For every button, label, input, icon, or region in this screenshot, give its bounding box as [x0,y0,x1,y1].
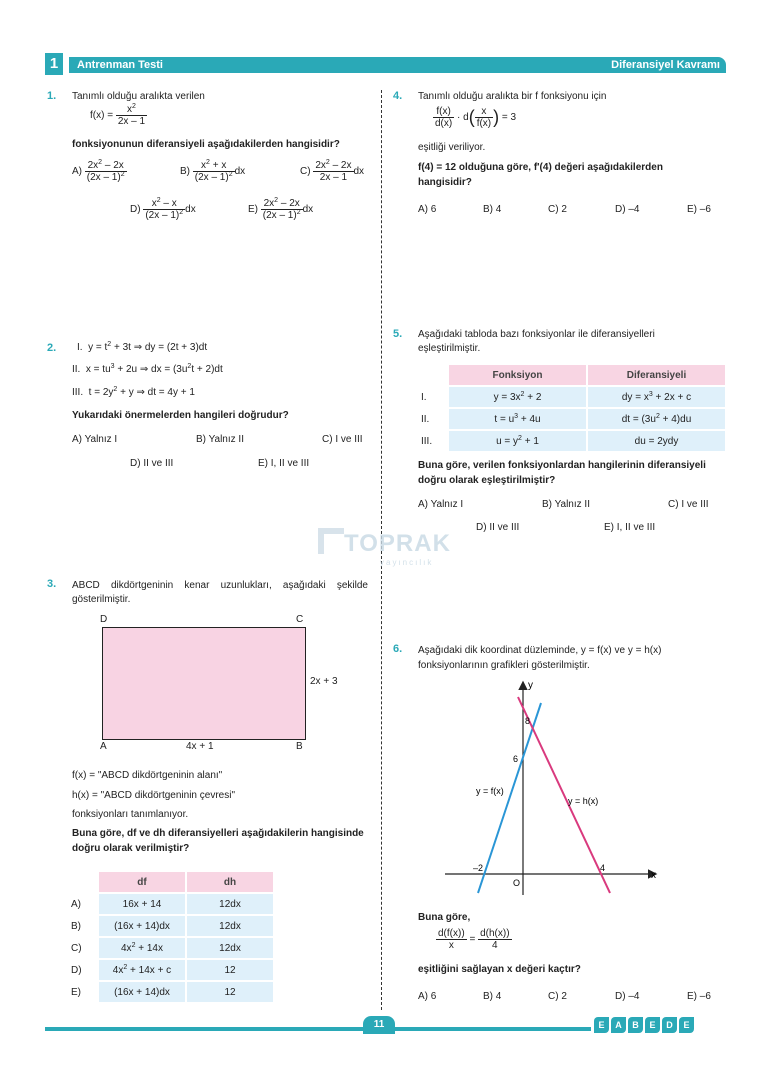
q3-side-length: 2x + 3 [310,676,338,687]
q3-option-c[interactable]: C) $4x^2 + 14x$ 12dx [70,938,273,958]
q4-option-a[interactable]: A) 6 [418,204,437,215]
footer-line-left [45,1027,363,1031]
header-topic: Diferansiyel Kavramı [611,59,720,71]
q4-option-e[interactable]: E) –6 [687,204,711,215]
answer-key-4: E [645,1017,660,1033]
q3-question: Buna göre, df ve dh diferansiyelleri aşağıdakilerin hangisinde doğru olarak verilmiştir? [72,828,364,854]
q1-option-a[interactable]: A) $\frac{2x^2 - 2x}{(2x - 1)^2}$ [72,159,125,183]
q6-lead: Buna göre, [418,912,471,923]
h-line [518,697,610,893]
footer-page-number: 11 [363,1016,395,1034]
q3-option-a[interactable]: A) 16x + 14 12dx [70,894,273,914]
x-axis-label: x [651,870,656,881]
q1-option-d[interactable]: D) $\frac{x^2 - x}{(2x - 1)^2}$ dx [130,197,196,221]
q3-h-definition: h(x) = "ABCD dikdörtgeninin çevresi" [72,790,235,801]
q1-option-e[interactable]: E) $\frac{2x^2 - 2x}{(2x - 1)^2}$ dx [248,197,314,221]
q6-option-a[interactable]: A) 6 [418,991,437,1002]
q5-row-3: III. $u = y^2 + 1$ du = 2ydy [420,431,725,451]
q5-option-c[interactable]: C) I ve III [668,499,709,510]
answer-key-3: B [628,1017,643,1033]
q2-statement-3: III. $t = 2y^2 + y$ ⇒ dt = 4y + 1 [72,386,195,398]
q3-col-dh: dh [187,872,273,892]
q2-statement-1: I. $y = t^2 + 3t$ ⇒ dy = (2t + 3)dt [77,341,208,353]
q6-equation: $\frac{d(f(x))}{x}$ = $\frac{d(h(x))}{4}$ [438,928,510,951]
header-bar [45,55,726,74]
q3-option-e[interactable]: E) (16x + 14)dx 12 [70,982,273,1002]
q5-row-2: II. $t = u^3 + 4u$ dt = $(3u^2 + 4)du$ [420,409,725,429]
origin-label: O [513,878,521,888]
h-label: y = h(x) [568,796,599,806]
q3-label-a: A [100,741,107,752]
q4-number: 4. [393,90,403,102]
q5-table [418,363,727,453]
q2-option-b[interactable]: B) Yalnız II [196,434,244,445]
tick-4-label: 4 [600,863,606,873]
q6-option-b[interactable]: B) 4 [483,991,502,1002]
q2-option-a[interactable]: A) Yalnız I [72,434,118,445]
tick-m2-label: –2 [473,863,484,873]
q5-col-differential: Diferansiyeli [588,365,725,385]
q3-label-c: C [296,614,304,625]
q2-option-e[interactable]: E) I, II ve III [258,458,310,469]
q6-graph [440,675,670,900]
q2-option-d[interactable]: D) II ve III [130,458,174,469]
q3-label-b: B [296,741,303,752]
q3-intro: ABCD dikdörtgeninin kenar uzunlukları, aşağıdaki şekilde gösterilmiştir. [72,580,368,605]
q6-tail: eşitliğini sağlayan x değeri kaçtır? [418,964,581,975]
q1-function: f(x) = $\frac{x^2}{2x - 1}$ [90,103,146,127]
answer-key-2: A [611,1017,626,1033]
q3-label-d: D [100,614,108,625]
answer-key-6: E [679,1017,694,1033]
q4-option-b[interactable]: B) 4 [483,204,502,215]
q5-option-d[interactable]: D) II ve III [476,522,520,533]
q1-number: 1. [47,90,57,102]
q3-defs: fonksiyonları tanımlanıyor. [72,809,189,820]
q5-row-1: I. $y = 3x^2 + 2$ dy = $x^3 + 2x + c$ [420,387,725,407]
q3-option-b[interactable]: B) (16x + 14)dx 12dx [70,916,273,936]
tick-8-label: 8 [525,716,531,726]
q5-question: Buna göre, verilen fonksiyonlardan hangilerinin diferansiyeli doğru olarak eşleştirilmiştir? [418,460,706,486]
q4-question: f(4) = 12 olduğuna göre, f'(4) değeri aşağıdakilerden hangisidir? [418,162,663,188]
header-title: Antrenman Testi [77,59,163,71]
q1-option-c[interactable]: C) $\frac{2x^2 - 2x}{2x - 1}$ dx [300,159,365,183]
q1-question: fonksiyonunun diferansiyeli aşağıdakilerden hangisidir? [72,139,340,150]
answer-key [592,1017,694,1033]
q3-base-length: 4x + 1 [186,741,214,752]
watermark-logo-icon [318,528,344,554]
answer-key-5: D [662,1017,677,1033]
q5-col-function: Fonksiyon [449,365,586,385]
q6-option-e[interactable]: E) –6 [687,991,711,1002]
q3-rectangle [102,627,306,740]
q6-option-d[interactable]: D) –4 [615,991,640,1002]
q4-intro: Tanımlı olduğu aralıkta bir f fonksiyonu için [418,91,607,102]
q6-number: 6. [393,643,403,655]
q3-f-definition: f(x) = "ABCD dikdörtgeninin alanı" [72,770,223,781]
watermark-sub: yayıncılık [380,558,434,567]
q4-equation: $\frac{f(x)}{d(x)}$ · d( $\frac{x}{f(x)}$ ) = 3 [435,106,517,129]
footer-line-right [395,1027,591,1031]
q2-statement-2: II. $x = tu^3 + 2u$ ⇒ dx = $(3u^2t + 2)dt$ [72,363,223,375]
q5-option-a[interactable]: A) Yalnız I [418,499,464,510]
watermark-brand: TOPRAK [344,530,451,557]
answer-key-1: E [594,1017,609,1033]
q4-option-c[interactable]: C) 2 [548,204,567,215]
q5-number: 5. [393,328,403,340]
y-axis-label: y [528,680,533,691]
q3-col-df: df [99,872,185,892]
q3-option-d[interactable]: D) $4x^2 + 14x + c$ 12 [70,960,273,980]
f-line [478,703,541,893]
q5-option-b[interactable]: B) Yalnız II [542,499,590,510]
q2-question: Yukarıdaki önermelerden hangileri doğrudur? [72,410,289,421]
q2-number: 2. [47,342,57,354]
q5-intro: Aşağıdaki tabloda bazı fonksiyonlar ile diferansiyelleri eşleştirilmiştir. [418,329,655,354]
test-number-badge: 1 [45,53,63,75]
q4-option-d[interactable]: D) –4 [615,204,640,215]
q1-option-b[interactable]: B) $\frac{x^2 + x}{(2x - 1)^2}$ dx [180,159,246,183]
q2-option-c[interactable]: C) I ve III [322,434,363,445]
q6-intro: Aşağıdaki dik koordinat düzleminde, y = f(x) ve y = h(x) fonksiyonlarının grafikleri gösterilmiştir. [418,645,662,671]
tick-6-label: 6 [513,754,519,764]
q6-option-c[interactable]: C) 2 [548,991,567,1002]
q3-options-table [68,870,275,1004]
q3-number: 3. [47,578,57,590]
q4-given: eşitliği veriliyor. [418,142,486,153]
q1-intro: Tanımlı olduğu aralıkta verilen [72,91,205,102]
q5-option-e[interactable]: E) I, II ve III [604,522,656,533]
f-label: y = f(x) [476,786,504,796]
